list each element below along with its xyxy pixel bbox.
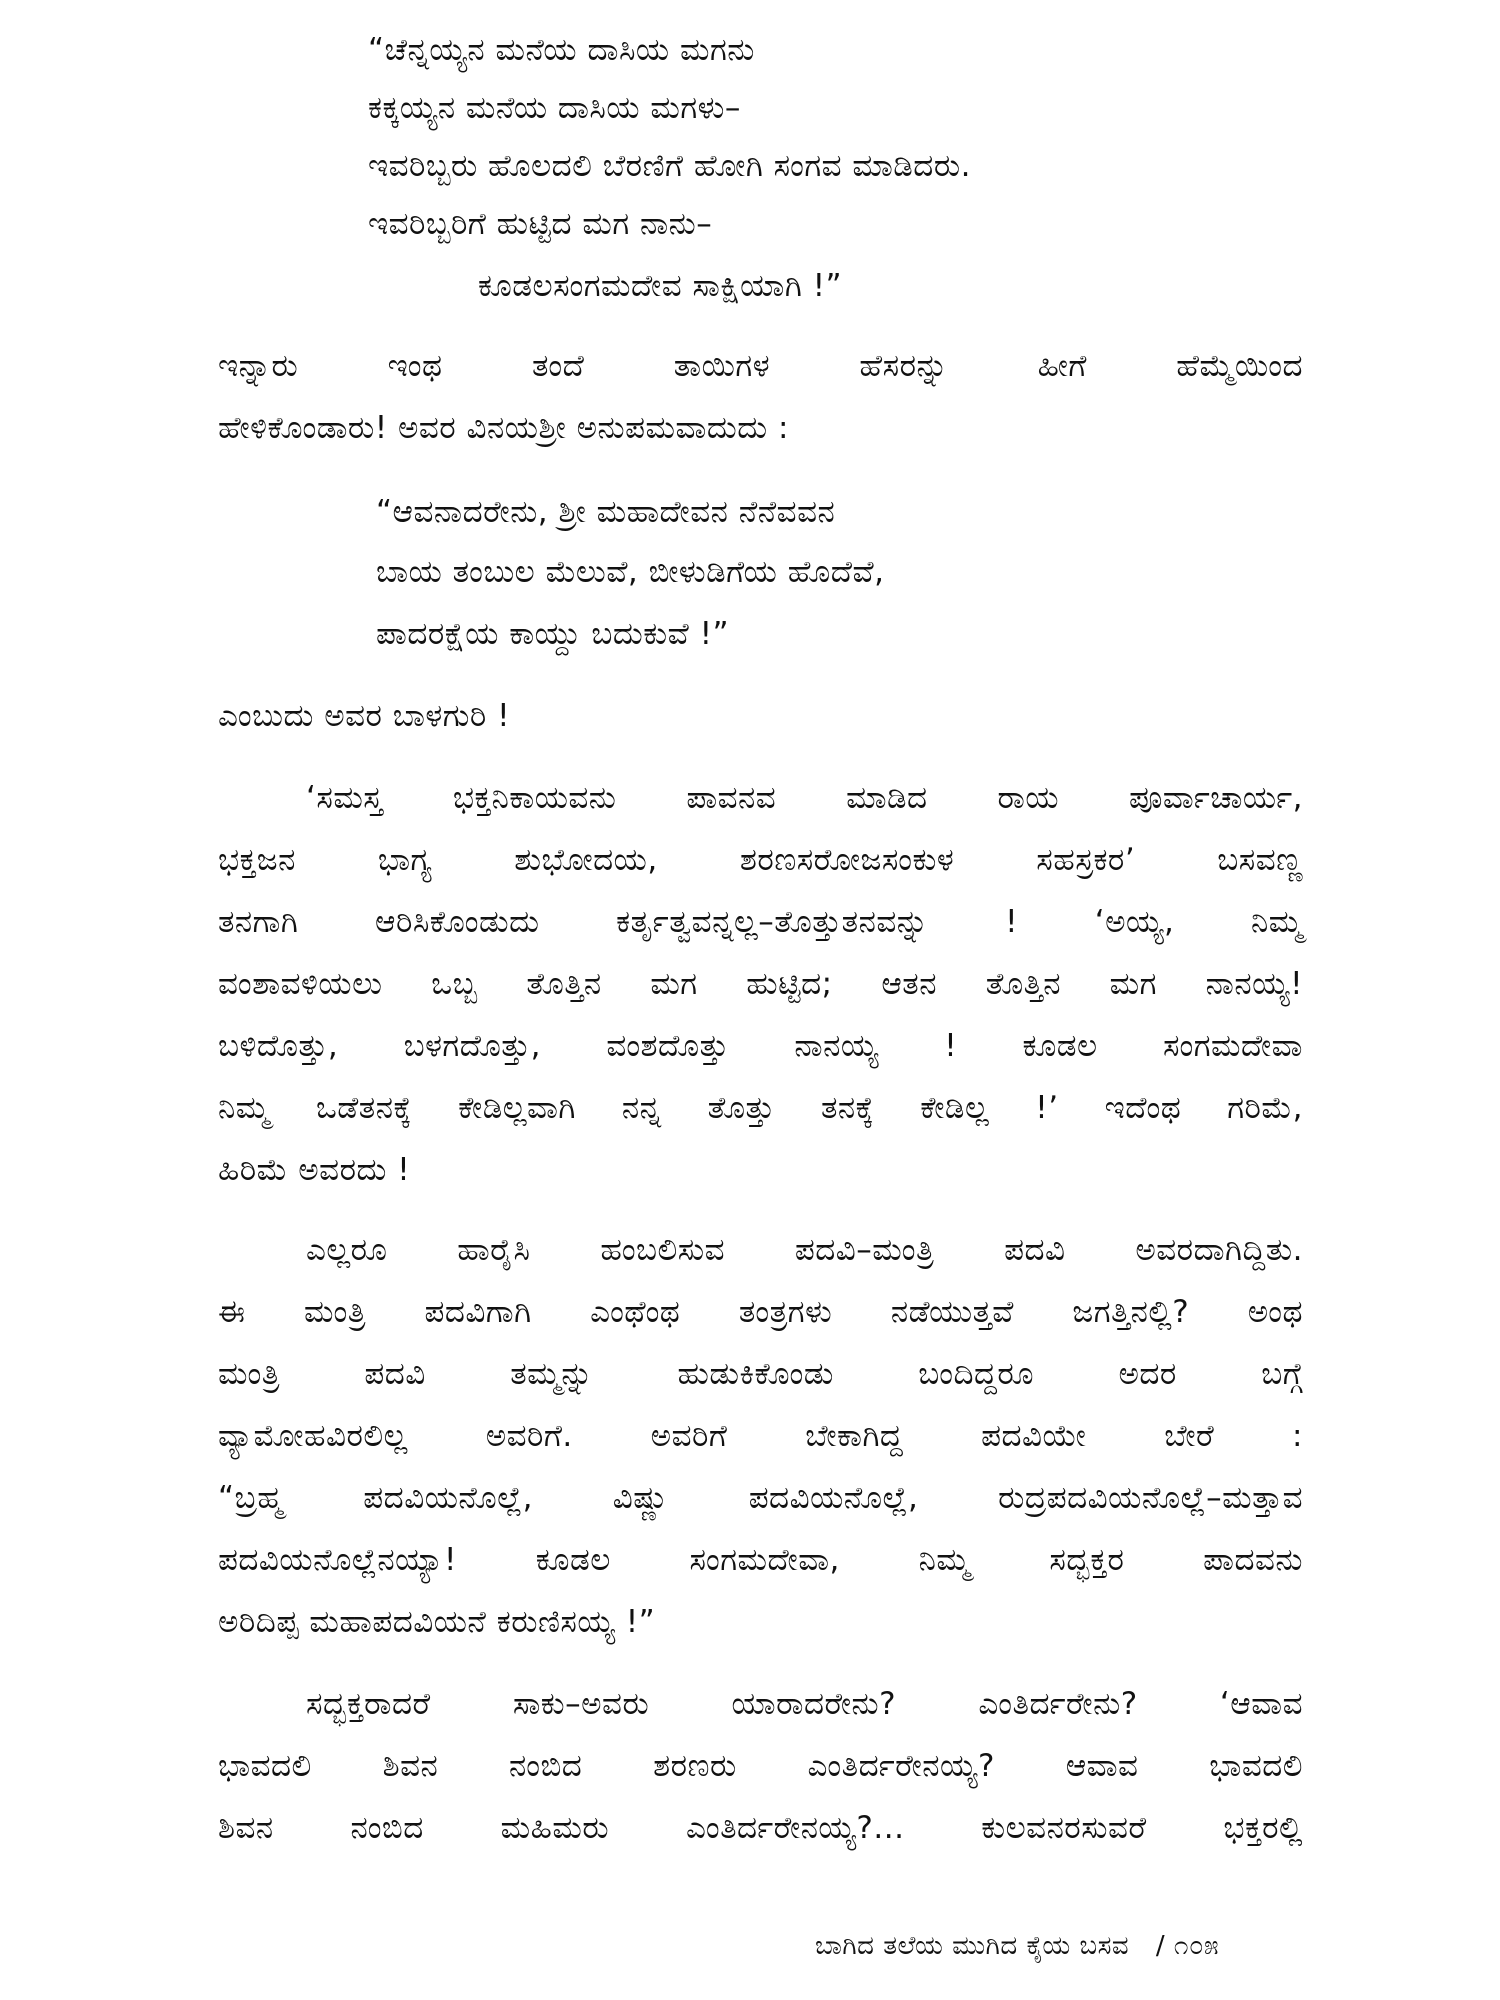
paragraph-line: ಹಿರಿಮೆ ಅವರದು ! bbox=[218, 1152, 411, 1188]
paragraph-line: ತನಗಾಗಿ ಆರಿಸಿಕೊಂಡುದು ಕರ್ತೃತ್ವವನ್ನಲ್ಲ–ತೊತ್ತುತನವನ್ನು ! ‘ಅಯ್ಯ, ನಿಮ್ಮ bbox=[218, 904, 1303, 940]
running-title: ಬಾಗಿದ ತಲೆಯ ಮುಗಿದ ಕೈಯ ಬಸವ bbox=[815, 1931, 1130, 1961]
page-number: / ೧೦೫ bbox=[1155, 1931, 1220, 1961]
paragraph-line: ವ್ಯಾಮೋಹವಿರಲಿಲ್ಲ ಅವರಿಗೆ. ಅವರಿಗೆ ಬೇಕಾಗಿದ್ದ ಪದವಿಯೇ ಬೇರೆ : bbox=[218, 1418, 1303, 1454]
verse-line: “ಚೆನ್ನಯ್ಯನ ಮನೆಯ ದಾಸಿಯ ಮಗನು bbox=[368, 32, 755, 68]
verse-line: “ಆವನಾದರೇನು, ಶ್ರೀ ಮಹಾದೇವನ ನೆನೆವವನ bbox=[376, 494, 836, 530]
paragraph-line: ಎಂಬುದು ಅವರ ಬಾಳಗುರಿ ! bbox=[218, 698, 511, 734]
paragraph-line: ಹೇಳಿಕೊಂಡಾರು! ಅವರ ವಿನಯಶ್ರೀ ಅನುಪಮವಾದುದು : bbox=[218, 410, 789, 446]
paragraph-line: ಇನ್ನಾರು ಇಂಥ ತಂದೆ ತಾಯಿಗಳ ಹೆಸರನ್ನು ಹೀಗೆ ಹೆಮ್ಮೆಯಿಂದ bbox=[218, 348, 1303, 384]
paragraph-line: ಎಲ್ಲರೂ ಹಾರೈಸಿ ಹಂಬಲಿಸುವ ಪದವಿ–ಮಂತ್ರಿ ಪದವಿ ಅವರದಾಗಿದ್ದಿತು. bbox=[306, 1232, 1303, 1268]
paragraph-line: ಮಂತ್ರಿ ಪದವಿ ತಮ್ಮನ್ನು ಹುಡುಕಿಕೊಂಡು ಬಂದಿದ್ದರೂ ಅದರ ಬಗ್ಗೆ bbox=[218, 1356, 1303, 1392]
page-footer bbox=[815, 1928, 1219, 1964]
paragraph-line: ಪದವಿಯನೊಲ್ಲೆನಯ್ಯಾ! ಕೂಡಲ ಸಂಗಮದೇವಾ, ನಿಮ್ಮ ಸದ್ಭಕ್ತರ ಪಾದವನು bbox=[218, 1542, 1303, 1578]
paragraph-line: ಸದ್ಭಕ್ತರಾದರೆ ಸಾಕು–ಅವರು ಯಾರಾದರೇನು? ಎಂತಿರ್ದರೇನು? ‘ಆವಾವ bbox=[306, 1686, 1303, 1722]
paragraph-line: ಈ ಮಂತ್ರಿ ಪದವಿಗಾಗಿ ಎಂಥೆಂಥ ತಂತ್ರಗಳು ನಡೆಯುತ್ತವೆ ಜಗತ್ತಿನಲ್ಲಿ? ಅಂಥ bbox=[218, 1294, 1303, 1330]
paragraph-line: ‘ಸಮಸ್ತ ಭಕ್ತನಿಕಾಯವನು ಪಾವನವ ಮಾಡಿದ ರಾಯ ಪೂರ್ವಾಚಾರ್ಯ, bbox=[306, 780, 1303, 816]
paragraph-line: ಶಿವನ ನಂಬಿದ ಮಹಿಮರು ಎಂತಿರ್ದರೇನಯ್ಯ?... ಕುಲವನರಸುವರೆ ಭಕ್ತರಲ್ಲಿ bbox=[218, 1810, 1303, 1846]
paragraph-line: “ಬ್ರಹ್ಮ ಪದವಿಯನೊಲ್ಲೆ, ವಿಷ್ಣು ಪದವಿಯನೊಲ್ಲೆ, ರುದ್ರಪದವಿಯನೊಲ್ಲೆ–ಮತ್ತಾವ bbox=[218, 1480, 1303, 1516]
paragraph-line: ವಂಶಾವಳಿಯಲು ಒಬ್ಬ ತೊತ್ತಿನ ಮಗ ಹುಟ್ಟಿದ; ಆತನ ತೊತ್ತಿನ ಮಗ ನಾನಯ್ಯ! bbox=[218, 966, 1303, 1002]
paragraph-line: ಭಾವದಲಿ ಶಿವನ ನಂಬಿದ ಶರಣರು ಎಂತಿರ್ದರೇನಯ್ಯ? ಆವಾವ ಭಾವದಲಿ bbox=[218, 1748, 1303, 1784]
verse-signature-line: ಕೂಡಲಸಂಗಮದೇವ ಸಾಕ್ಷಿಯಾಗಿ !” bbox=[478, 268, 843, 304]
paragraph-line: ಭಕ್ತಜನ ಭಾಗ್ಯ ಶುಭೋದಯ, ಶರಣಸರೋಜಸಂಕುಳ ಸಹಸ್ರಕರ’ ಬಸವಣ್ಣ bbox=[218, 842, 1303, 878]
verse-line: ಇವರಿಬ್ಬರು ಹೊಲದಲಿ ಬೆರಣಿಗೆ ಹೋಗಿ ಸಂಗವ ಮಾಡಿದರು. bbox=[368, 148, 971, 184]
paragraph-line: ಅರಿದಿಪ್ಪ ಮಹಾಪದವಿಯನೆ ಕರುಣಿಸಯ್ಯ !” bbox=[218, 1604, 656, 1640]
verse-line: ಬಾಯ ತಂಬುಲ ಮೆಲುವೆ, ಬೀಳುಡಿಗೆಯ ಹೊದೆವೆ, bbox=[376, 554, 885, 590]
verse-line: ಇವರಿಬ್ಬರಿಗೆ ಹುಟ್ಟಿದ ಮಗ ನಾನು– bbox=[368, 206, 713, 242]
verse-line: ಪಾದರಕ್ಷೆಯ ಕಾಯ್ದು ಬದುಕುವೆ !” bbox=[376, 616, 730, 652]
verse-line: ಕಕ್ಕಯ್ಯನ ಮನೆಯ ದಾಸಿಯ ಮಗಳು– bbox=[368, 90, 741, 126]
paragraph-line: ಬಳಿದೊತ್ತು, ಬಳಗದೊತ್ತು, ವಂಶದೊತ್ತು ನಾನಯ್ಯ ! ಕೂಡಲ ಸಂಗಮದೇವಾ bbox=[218, 1028, 1303, 1064]
paragraph-line: ನಿಮ್ಮ ಒಡೆತನಕ್ಕೆ ಕೇಡಿಲ್ಲವಾಗಿ ನನ್ನ ತೊತ್ತು ತನಕ್ಕೆ ಕೇಡಿಲ್ಲ !’ ಇದೆಂಥ ಗರಿಮೆ, bbox=[218, 1090, 1303, 1126]
